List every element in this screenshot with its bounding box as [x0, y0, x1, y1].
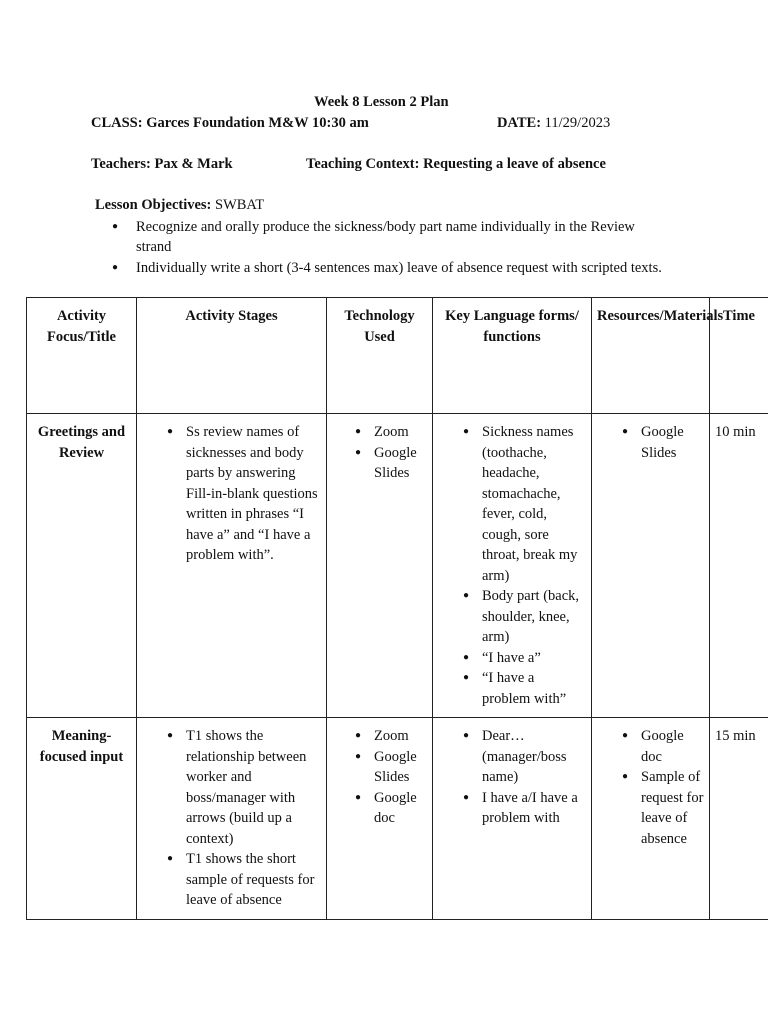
stage-item: ● T1 shows the relationship between worker and boss/manager with arrows (build up a context): [166, 726, 321, 849]
column-header-activity-stages: Activity Stages: [137, 298, 327, 414]
lesson-objectives-intro: SWBAT: [215, 197, 265, 213]
language-item: ● “I have a problem with”: [462, 668, 586, 709]
date-line: [497, 115, 610, 132]
technology-cell: [327, 718, 433, 920]
teachers-value: Pax & Mark: [154, 156, 233, 172]
teaching-context-label: Teaching Context:: [306, 156, 420, 172]
lesson-objectives-label: Lesson Objectives:: [95, 197, 212, 213]
language-item: ● Dear… (manager/boss name): [462, 726, 586, 788]
teachers-line: [91, 156, 233, 173]
key-language-cell: [433, 718, 592, 920]
stage-item: ● Ss review names of sicknesses and body parts by answering Fill-in-blank questions written in phrases “I have a” and “I have a problem with”.: [166, 422, 321, 566]
column-header-resources: Resources/Materials: [592, 298, 710, 414]
table-row: [27, 718, 768, 920]
activity-stages-cell: [137, 414, 327, 718]
technology-item: ● Google Slides: [354, 443, 427, 484]
class-value: Garces Foundation M&W 10:30 am: [146, 115, 369, 131]
language-item: ● “I have a”: [462, 648, 586, 669]
technology-cell: [327, 414, 433, 718]
table-header-row: [27, 298, 768, 414]
column-header-time: Time: [710, 298, 768, 414]
column-header-key-language: Key Language forms/ functions: [433, 298, 592, 414]
key-language-cell: [433, 414, 592, 718]
resource-item: ● Google Slides: [621, 422, 704, 463]
date-label: DATE:: [497, 115, 542, 131]
stage-item: ● T1 shows the short sample of requests for leave of absence: [166, 849, 321, 911]
technology-item: ● Zoom: [354, 726, 427, 747]
table-row: [27, 414, 768, 718]
class-label: CLASS:: [91, 115, 143, 131]
resource-item: ● Sample of request for leave of absence: [621, 767, 704, 849]
resources-cell: [592, 414, 710, 718]
language-item: ● Sickness names (toothache, headache, stomachache, fever, cold, cough, sore throat, break my arm): [462, 422, 586, 586]
activity-stages-cell: [137, 718, 327, 920]
date-value: 11/29/2023: [544, 115, 611, 131]
lesson-objectives-heading: [95, 197, 264, 214]
technology-item: ● Google Slides: [354, 747, 427, 788]
column-header-technology: Technology Used: [327, 298, 433, 414]
resources-cell: [592, 718, 710, 920]
teaching-context-line: [306, 156, 606, 173]
objective-item: ● Recognize and orally produce the sickness/body part name individually in the Review strand: [110, 217, 670, 257]
objectives-list: [110, 217, 670, 279]
teachers-label: Teachers:: [91, 156, 151, 172]
objective-item: ● Individually write a short (3-4 sentences max) leave of absence request with scripted texts.: [110, 258, 670, 278]
time-cell: 10 min: [710, 414, 768, 718]
technology-item: ● Zoom: [354, 422, 427, 443]
document-title: Week 8 Lesson 2 Plan: [314, 94, 449, 110]
class-line: [91, 115, 369, 132]
technology-item: ● Google doc: [354, 788, 427, 829]
activity-focus-cell: Greetings and Review: [27, 414, 137, 718]
time-cell: 15 min: [710, 718, 768, 920]
language-item: ● I have a/I have a problem with: [462, 788, 586, 829]
lesson-plan-table: [26, 297, 768, 920]
teaching-context-value: Requesting a leave of absence: [423, 156, 606, 172]
column-header-activity-focus: Activity Focus/Title: [27, 298, 137, 414]
language-item: ● Body part (back, shoulder, knee, arm): [462, 586, 586, 648]
resource-item: ● Google doc: [621, 726, 704, 767]
activity-focus-cell: Meaning-focused input: [27, 718, 137, 920]
